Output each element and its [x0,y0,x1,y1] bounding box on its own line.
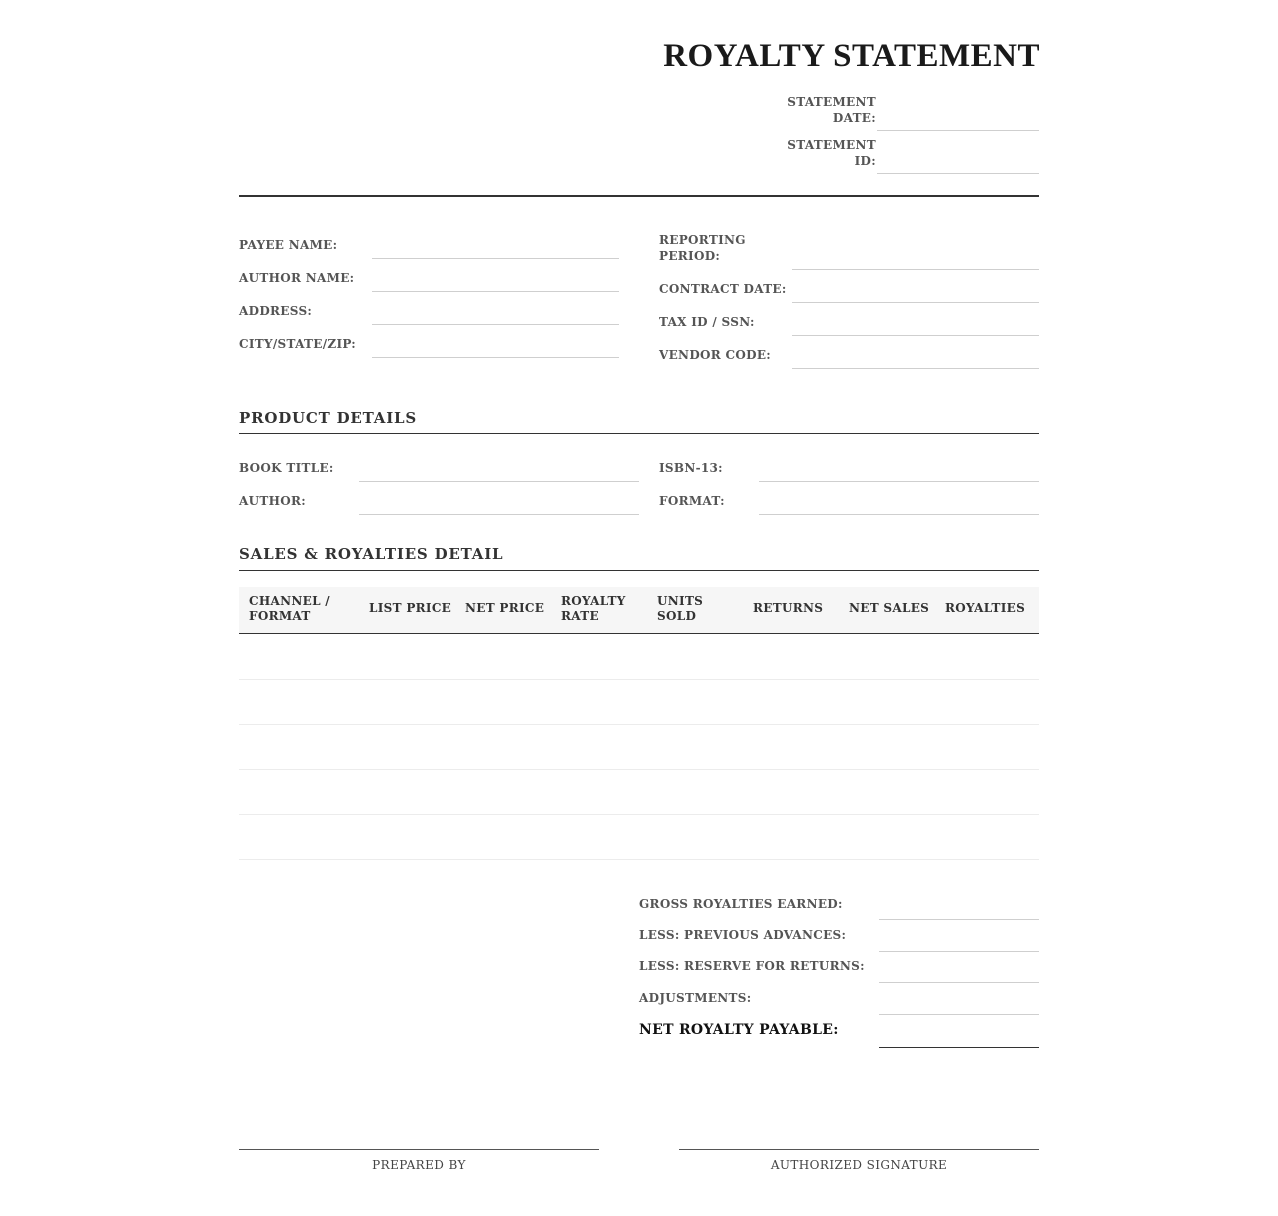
reporting-period-label [659,232,746,264]
prepared-by-line[interactable] [239,1149,599,1150]
isbn-label: ISBN-13: [659,461,723,475]
book-title-field[interactable] [359,481,639,482]
gross-royalties-field[interactable] [879,919,1039,920]
page-title: ROYALTY STATEMENT [663,38,1040,74]
statement-id-label-line2: ID: [854,154,876,168]
col-royalty-rate [561,594,626,624]
tax-id-label: TAX ID / SSN: [659,315,755,329]
col-units-sold-line1: UNITS [657,594,704,608]
book-title-label: BOOK TITLE: [239,461,334,475]
contract-date-field[interactable] [792,302,1039,303]
authorized-signature-label: AUTHORIZED SIGNATURE [770,1158,948,1172]
col-channel-format-line1: CHANNEL / [249,594,330,608]
sales-table-header-rule [239,633,1039,634]
col-royalty-rate-line1: ROYALTY [561,594,626,608]
statement-date-field[interactable] [877,130,1039,131]
col-list-price: LIST PRICE [369,601,452,615]
statement-id-label [760,137,876,169]
col-returns: RETURNS [753,601,824,615]
payee-name-label: PAYEE NAME: [239,238,338,252]
table-row[interactable] [239,679,1039,680]
tax-id-field[interactable] [792,335,1039,336]
isbn-field[interactable] [759,481,1039,482]
reserve-returns-field[interactable] [879,982,1039,983]
vendor-code-field[interactable] [792,368,1039,369]
address-label: ADDRESS: [239,304,313,318]
author-name-field[interactable] [372,291,619,292]
reserve-returns-label: LESS: RESERVE FOR RETURNS: [639,959,865,973]
statement-date-label-line1: STATEMENT [787,95,876,109]
table-row[interactable] [239,769,1039,770]
city-state-zip-field[interactable] [372,357,619,358]
adjustments-field[interactable] [879,1014,1039,1015]
author-field[interactable] [359,514,639,515]
statement-date-label [760,94,876,126]
adjustments-label: ADJUSTMENTS: [639,991,752,1005]
reporting-period-label-line1: REPORTING [659,233,746,247]
address-field[interactable] [372,324,619,325]
sales-royalties-heading: SALES & ROYALTIES DETAIL [239,545,504,563]
previous-advances-field[interactable] [879,951,1039,952]
statement-date-label-line2: DATE: [832,111,876,125]
col-net-price: NET PRICE [465,601,545,615]
table-row[interactable] [239,724,1039,725]
author-name-label: AUTHOR NAME: [239,271,355,285]
table-row[interactable] [239,814,1039,815]
contract-date-label: CONTRACT DATE: [659,282,787,296]
col-channel-format [249,594,330,624]
net-royalty-payable-label: NET ROYALTY PAYABLE: [639,1022,839,1038]
format-field[interactable] [759,514,1039,515]
col-channel-format-line2: FORMAT [249,609,311,623]
author-label: AUTHOR: [239,494,306,508]
reporting-period-field[interactable] [792,269,1039,270]
col-units-sold-line2: SOLD [657,609,697,623]
net-royalty-payable-field[interactable] [879,1047,1039,1048]
city-state-zip-label: CITY/STATE/ZIP: [239,337,356,351]
authorized-signature-line[interactable] [679,1149,1039,1150]
col-units-sold [657,594,703,624]
col-royalty-rate-line2: RATE [561,609,599,623]
gross-royalties-label: GROSS ROYALTIES EARNED: [639,897,843,911]
reporting-period-label-line2: PERIOD: [659,249,721,263]
payee-name-field[interactable] [372,258,619,259]
header-divider [239,195,1039,197]
col-royalties: ROYALTIES [945,601,1026,615]
col-net-sales: NET SALES [849,601,930,615]
prepared-by-label: PREPARED BY [372,1158,466,1172]
sales-divider [239,570,1039,571]
previous-advances-label: LESS: PREVIOUS ADVANCES: [639,928,847,942]
table-row[interactable] [239,859,1039,860]
vendor-code-label: VENDOR CODE: [659,348,772,362]
product-details-heading: PRODUCT DETAILS [239,409,418,427]
statement-id-field[interactable] [877,173,1039,174]
format-label: FORMAT: [659,494,725,508]
statement-id-label-line1: STATEMENT [787,138,876,152]
product-details-divider [239,433,1039,434]
